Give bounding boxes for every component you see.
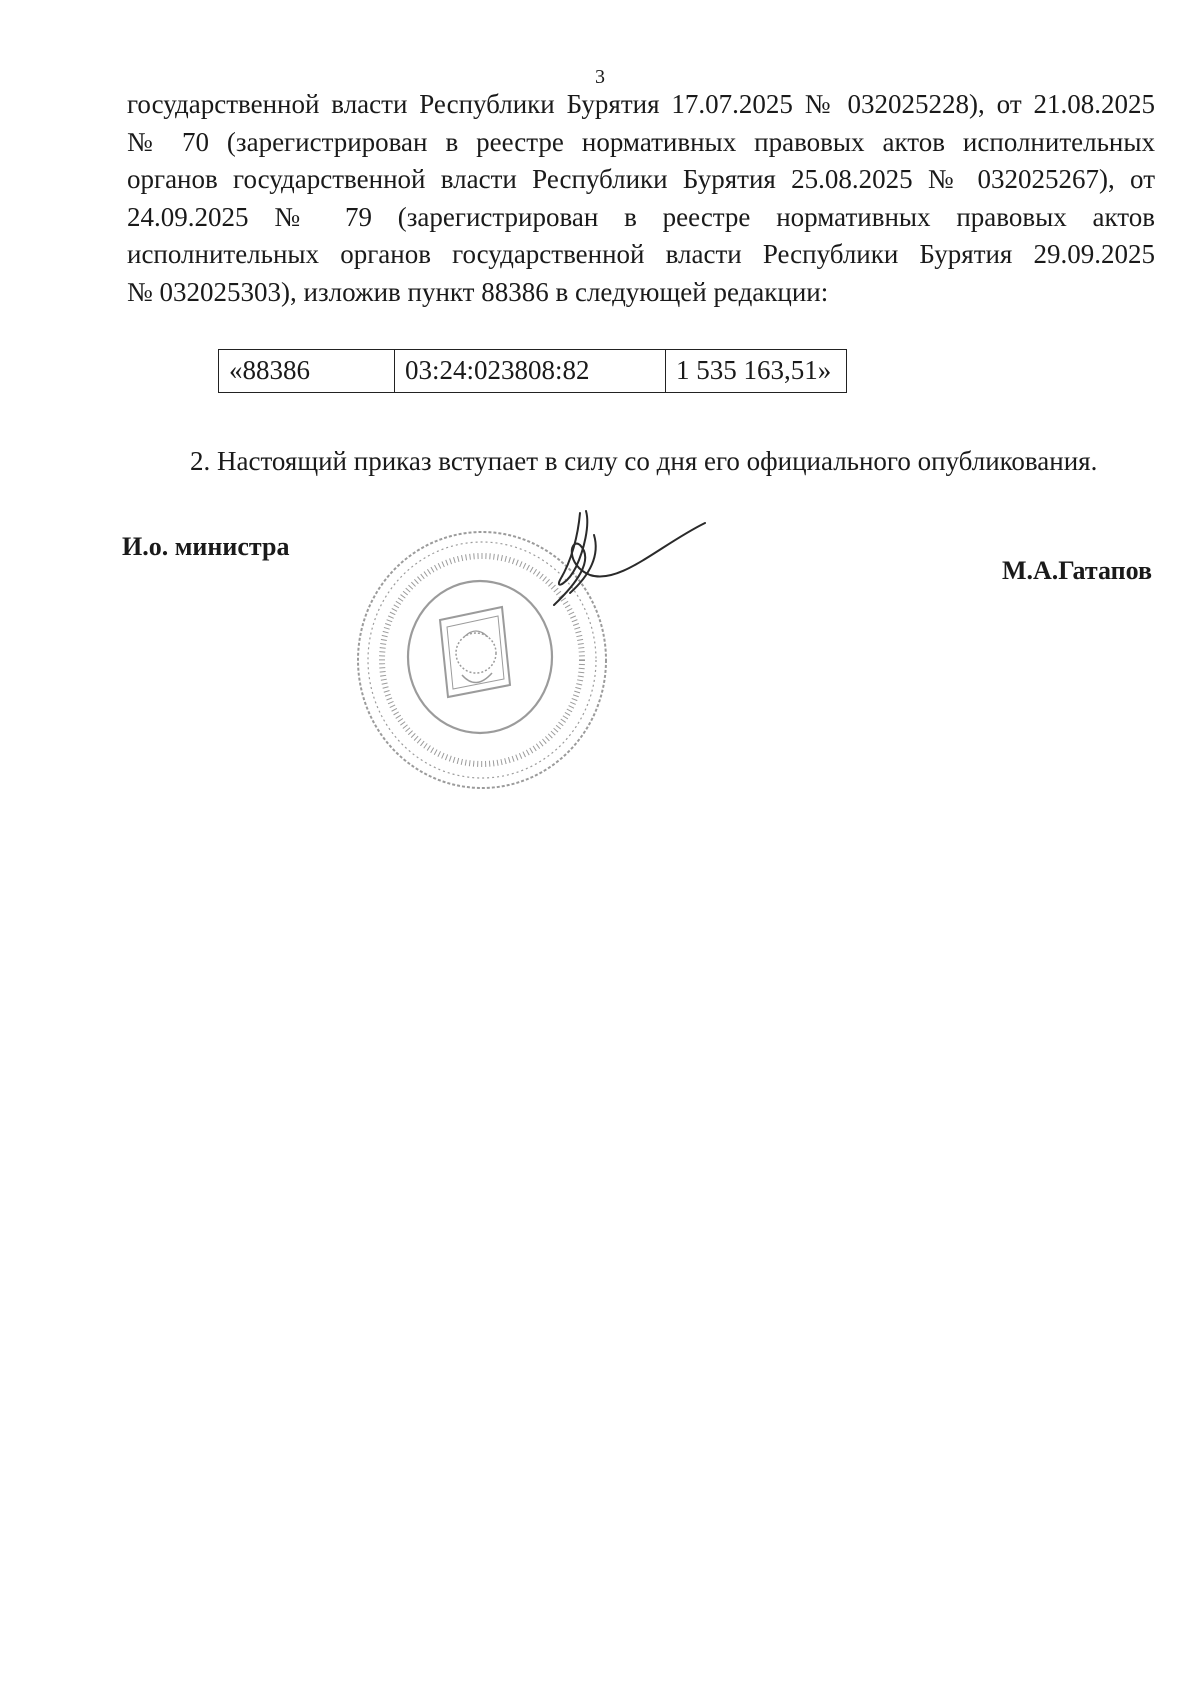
table-cell-cadastral-value: 1 535 163,51» [666,350,847,393]
amendment-table [218,349,847,393]
page-number: 3 [595,66,605,88]
table-cell-item-number: «88386 [219,350,395,393]
signatory-title: И.о. министра [122,532,290,561]
body-line: № 70 (зарегистрирован в реестре нормативных правовых актов исполнительных [127,126,1155,157]
clause-2: 2. Настоящий приказ вступает в силу со дня его официального опубликования. [190,446,1098,476]
body-line: государственной власти Республики Бурятия 17.07.2025 № 032025228), от 21.08.2025 [127,89,1155,119]
body-line: 24.09.2025 № 79 (зарегистрирован в реестре нормативных правовых актов [127,201,1155,232]
handwritten-signature-icon [550,505,710,615]
table-row [219,350,847,393]
body-line: № 032025303), изложив пункт 88386 в следующей редакции: [127,276,829,307]
body-line: исполнительных органов государственной власти Республики Бурятия 29.09.2025 [127,239,1155,269]
signatory-name: М.А.Гатапов [1001,556,1152,585]
body-paragraph [127,86,1155,311]
body-line: органов государственной власти Республики Бурятия 25.08.2025 № 032025267), от [127,164,1155,194]
table-cell-cadastral-number: 03:24:023808:82 [395,350,666,393]
